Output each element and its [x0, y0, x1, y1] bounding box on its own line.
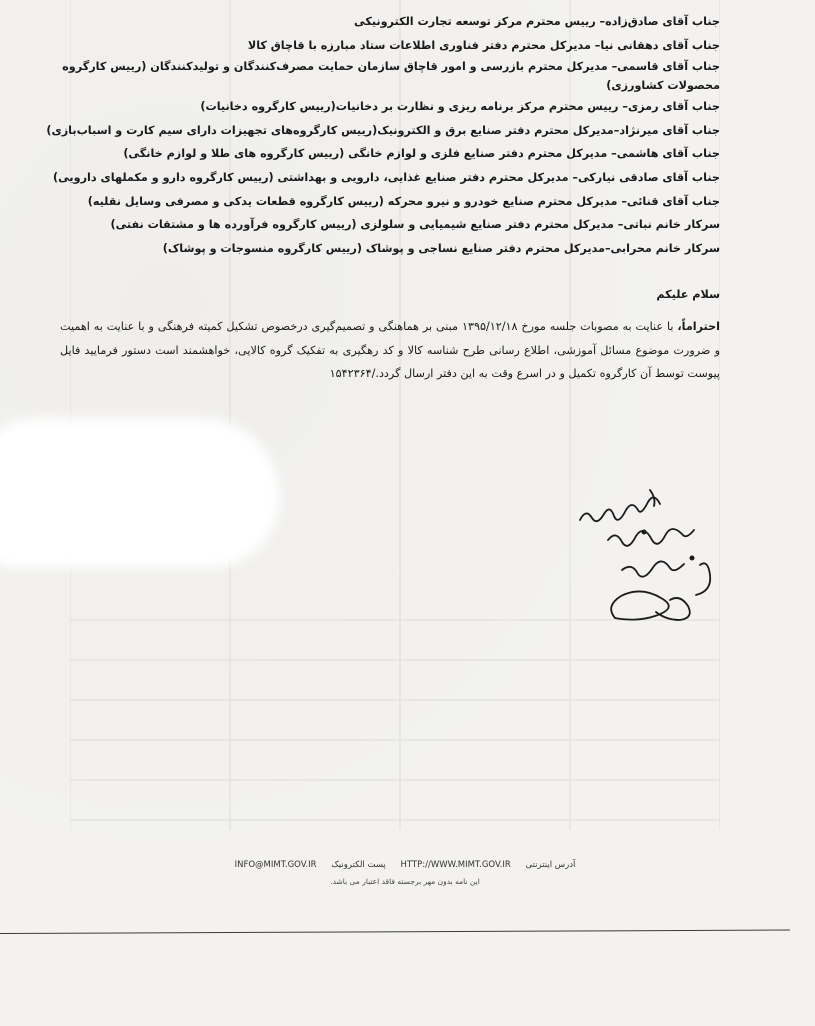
recipient-line: سرکار خانم نباتی– مدیرکل محترم دفتر صنایع شیمیایی و سلولزی (رییس کارگروه فرآورده ها و مشتقات نفتی) [110, 218, 720, 232]
page-bottom-rule [0, 930, 790, 934]
recipient-line: جناب آقای رمزی– رییس محترم مرکز برنامه ریزی و نظارت بر دخانیات(رییس کارگروه دخانیات) [200, 100, 720, 114]
recipient-line: جناب آقای صادق‌زاده– رییس محترم مرکز توسعه تجارت الکترونیکی [354, 15, 720, 28]
recipient-list [46, 10, 720, 260]
greeting: سلام علیکم [656, 288, 720, 301]
body-text: با عنایت به مصوبات جلسه مورخ ۱۳۹۵/۱۲/۱۸ مبنی بر هماهنگی و تصمیم‌گیری درخصوص تشکیل کمیته فرهنگی و با عنایت به اهمیت و ضرورت موضوع مسائل آموزشی، اطلاع رسانی طرح شناسه کالا و کد رهگیری به تفکیک گروه کالایی، خواهشمند است دستور فرمایید فایل پیوست توسط آن کارگروه تکمیل و در اسرع وقت به این دفتر ارسال گردد./۱۵۴۲۳۶۴ [60, 320, 720, 380]
footer-notice: این نامه بدون مهر برجسته فاقد اعتبار می باشد. [330, 877, 480, 886]
recipient-line: جناب آقای دهقانی نیا– مدیرکل محترم دفتر فناوری اطلاعات ستاد مبارزه با قاچاق کالا [247, 38, 720, 52]
footer-email-label: پست الکترونیک [331, 860, 386, 870]
handwritten-signature [560, 470, 730, 640]
footer-website[interactable]: HTTP://WWW.MIMT.GOV.IR [400, 860, 511, 870]
footer-contact [200, 860, 610, 870]
footer-email[interactable]: INFO@MIMT.GOV.IR [234, 860, 317, 870]
recipient-line: جناب آقای هاشمی– مدیرکل محترم دفتر صنایع فلزی و لوازم خانگی (رییس کارگروه های طلا و لوازم خانگی) [123, 147, 720, 161]
letter-body [60, 315, 720, 386]
body-lead: احتراماً، [677, 320, 721, 333]
recipient-line: جناب آقای قنائی– مدیرکل محترم صنایع خودرو و نیرو محرکه (رییس کارگروه قطعات یدکی و مصرفی وسایل نقلیه) [87, 194, 720, 208]
recipient-line: جناب آقای قاسمی– مدیرکل محترم بازرسی و امور قاچاق سازمان حمایت مصرف‌کنندگان و تولیدکنندگان (رییس کارگروه محصولات کشاورزی) [62, 60, 720, 93]
recipient-line: جناب آقای میرنژاد–مدیرکل محترم دفتر صنایع برق و الکترونیک(رییس کارگروه‌های تجهیزات دارای سیم کارت و اسباب‌بازی) [46, 123, 720, 137]
recipient-line: سرکار خانم محرابی–مدیرکل محترم دفتر صنایع نساجی و پوشاک (رییس کارگروه منسوجات و پوشاک) [162, 241, 720, 255]
redacted-area [0, 418, 280, 568]
footer-website-label: آدرس اینترنتی [525, 860, 576, 870]
recipient-line: جناب آقای صادقی نیارکی– مدیرکل محترم دفتر صنایع غذایی، دارویی و بهداشتی (رییس کارگروه دارو و مکملهای دارویی) [53, 170, 720, 184]
